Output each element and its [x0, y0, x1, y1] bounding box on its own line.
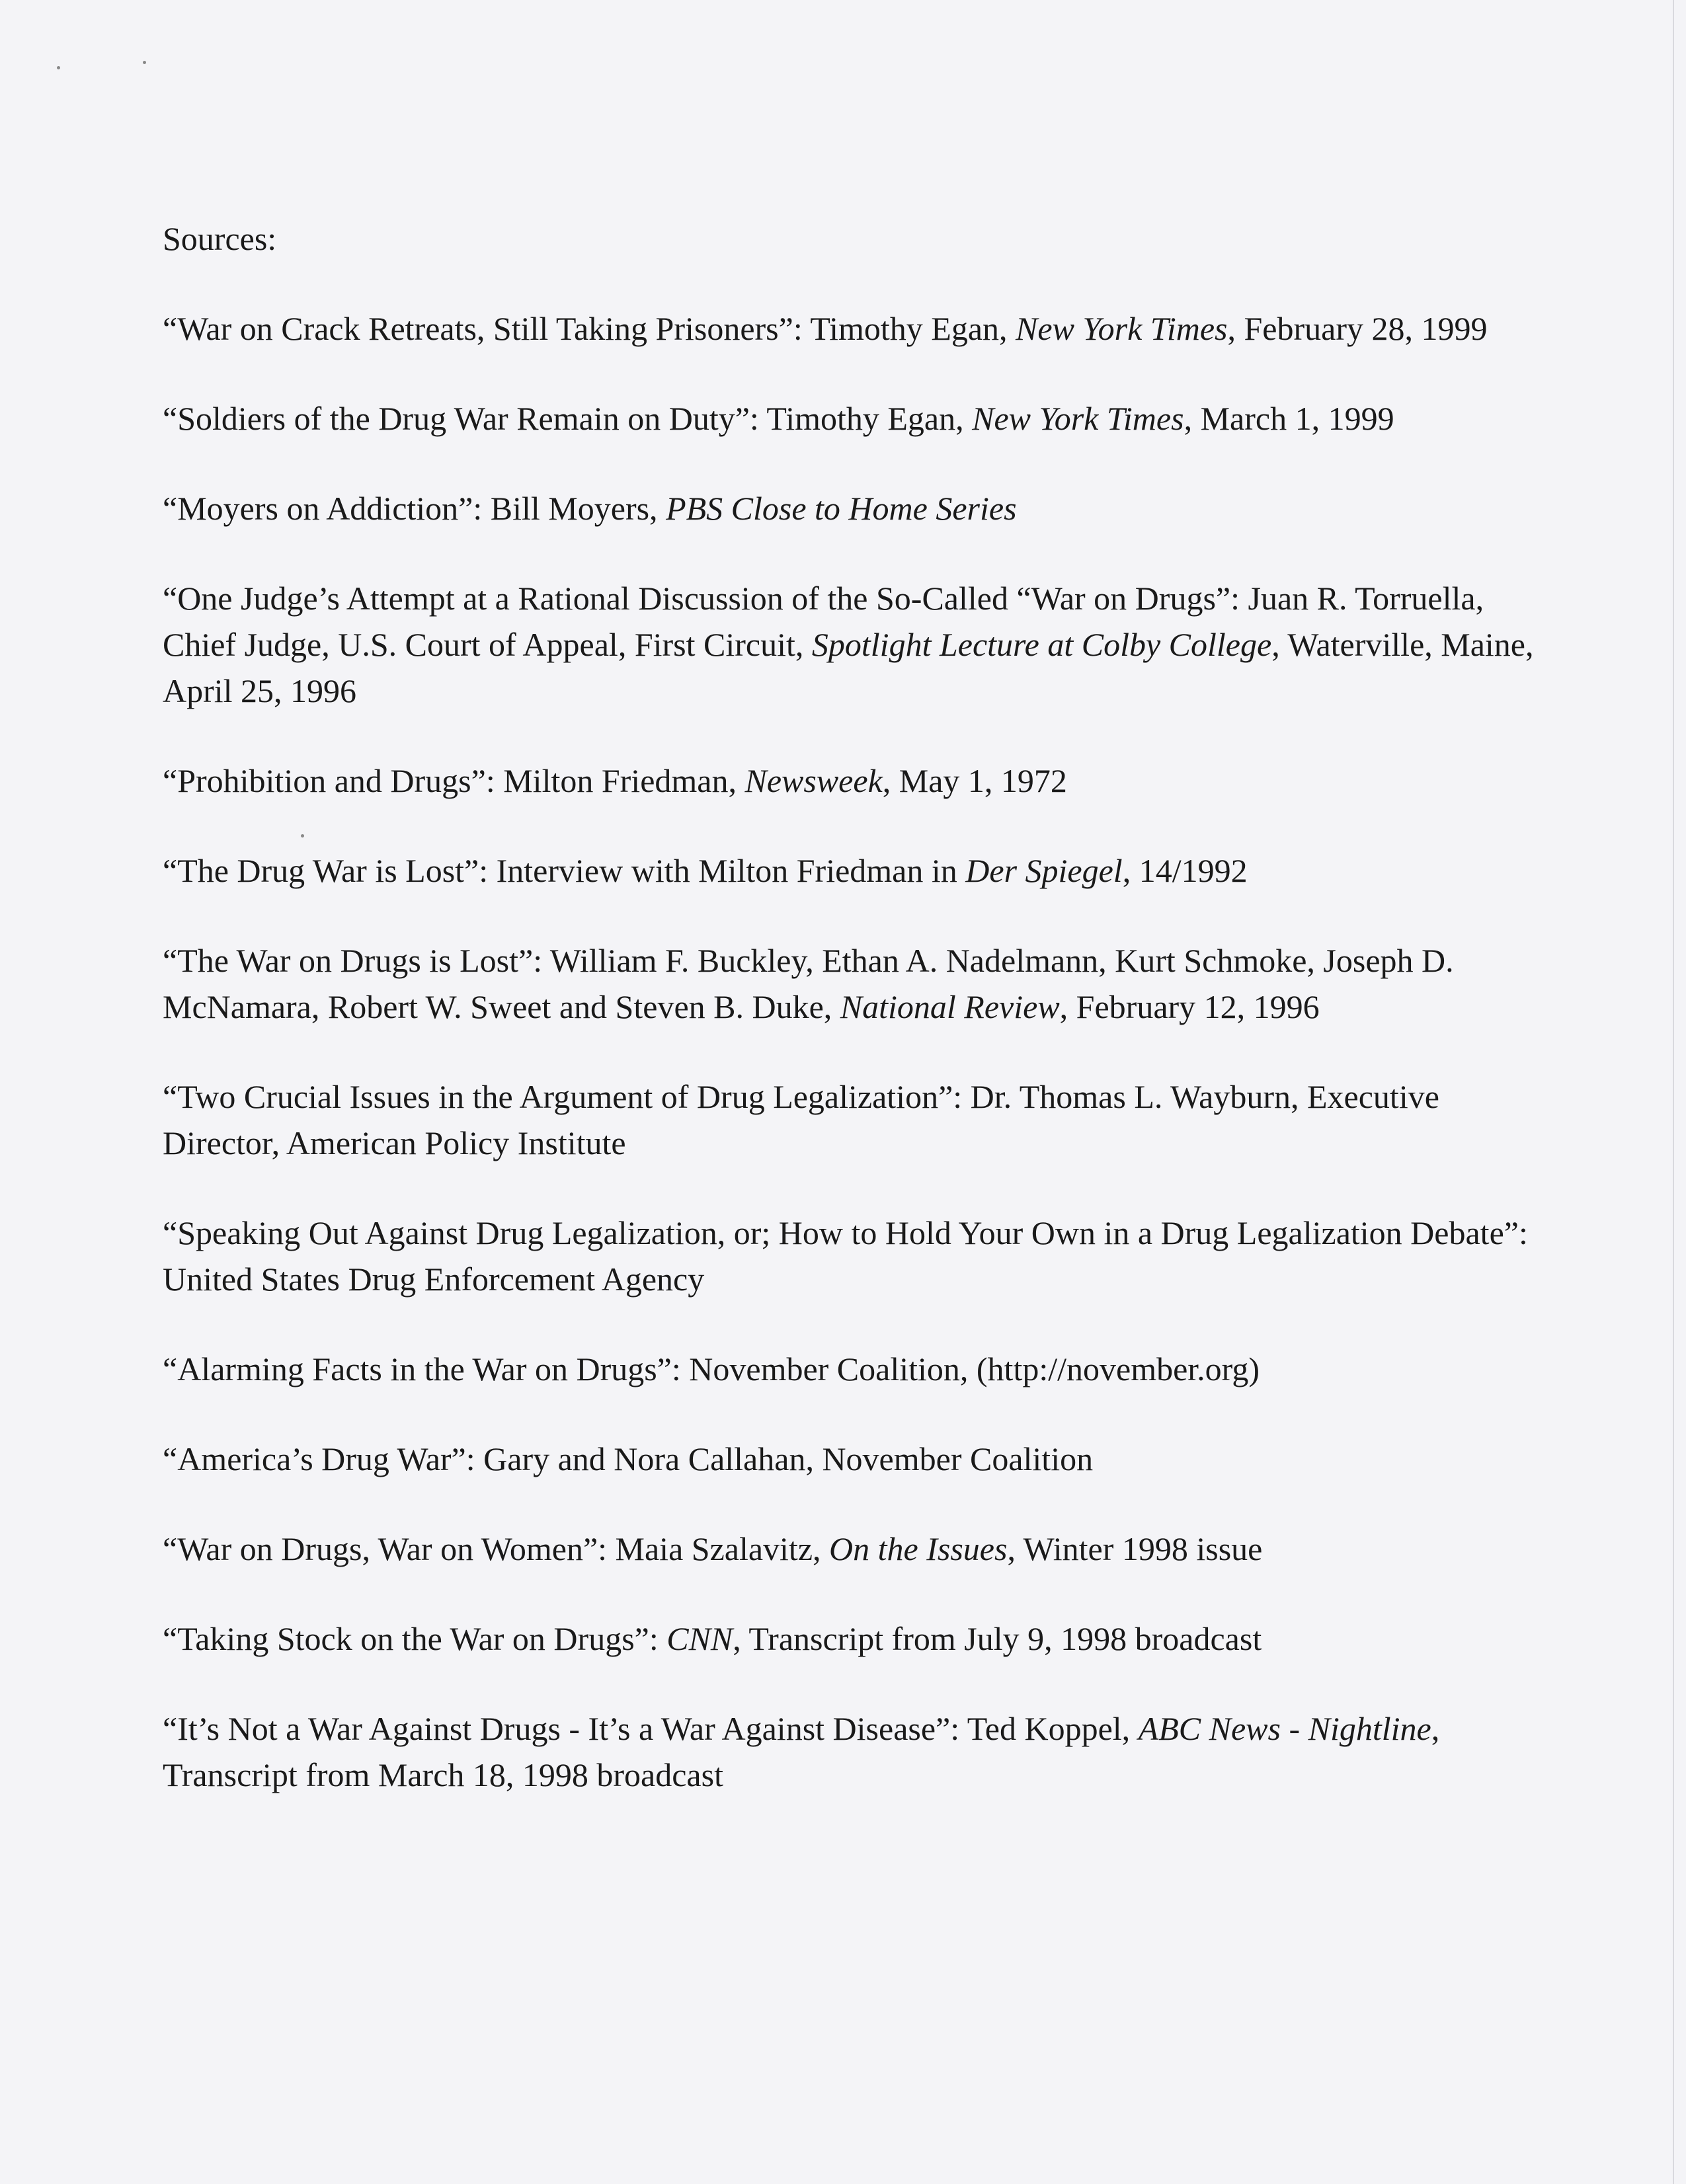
- entry-details: , Waterville, Maine, April 25, 1996: [163, 626, 1534, 709]
- entry-details: , March 1, 1999: [1184, 400, 1394, 437]
- entry-source: Der Spiegel: [965, 852, 1123, 889]
- source-entry: [163, 1346, 1538, 1392]
- source-entry: [163, 937, 1538, 1030]
- entry-title: “America’s Drug War”:: [163, 1440, 484, 1477]
- entry-author: Timothy Egan,: [766, 400, 973, 437]
- entry-details: , February 28, 1999: [1227, 310, 1488, 347]
- entry-author: November Coalition, (http://november.org): [689, 1350, 1260, 1387]
- entry-author: William F. Buckley, Ethan A. Nadelmann, Kurt Schmoke, Joseph D. McNamara, Robert W. Sweet and Steven B. Duke,: [163, 942, 1454, 1025]
- entry-author: Bill Moyers,: [490, 490, 666, 527]
- entry-title: “One Judge’s Attempt at a Rational Discussion of the So-Called “War on Drugs”:: [163, 580, 1248, 617]
- source-entry: [163, 1616, 1538, 1662]
- entry-author: Ted Koppel,: [967, 1710, 1139, 1747]
- entry-source: PBS Close to Home Series: [666, 490, 1017, 527]
- entry-source: CNN: [666, 1620, 733, 1657]
- source-entry: [163, 395, 1538, 442]
- source-entry: [163, 575, 1538, 714]
- entry-author: Milton Friedman,: [503, 762, 745, 799]
- source-entry: [163, 847, 1538, 894]
- entry-title: “Soldiers of the Drug War Remain on Duty”:: [163, 400, 767, 437]
- entry-source: ABC News - Nightline: [1138, 1710, 1431, 1747]
- source-entry: [163, 1436, 1538, 1482]
- entry-details: , Transcript from July 9, 1998 broadcast: [733, 1620, 1262, 1657]
- source-entry: [163, 1526, 1538, 1572]
- entry-title: “The Drug War is Lost”:: [163, 852, 497, 889]
- entry-author: Juan R. Torruella, Chief Judge, U.S. Court of Appeal, First Circuit,: [163, 580, 1484, 663]
- sources-list: [163, 215, 1538, 1842]
- entry-title: “War on Crack Retreats, Still Taking Prisoners”:: [163, 310, 811, 347]
- source-entry: [163, 305, 1538, 352]
- entry-details: , Transcript from March 18, 1998 broadcast: [163, 1710, 1440, 1793]
- sources-heading: Sources:: [163, 220, 277, 257]
- source-entry: [163, 485, 1538, 531]
- entry-details: , May 1, 1972: [882, 762, 1067, 799]
- source-entry: [163, 1073, 1538, 1166]
- entry-author: Maia Szalavitz,: [615, 1530, 830, 1567]
- scan-speck: [57, 66, 60, 69]
- entry-author: Dr. Thomas L. Wayburn, Executive Director, American Policy Institute: [163, 1078, 1439, 1161]
- entry-title: “The War on Drugs is Lost”:: [163, 942, 550, 979]
- entry-author: United States Drug Enforcement Agency: [163, 1261, 705, 1298]
- source-entry: [163, 1705, 1538, 1798]
- entry-details: , 14/1992: [1122, 852, 1248, 889]
- entry-title: “Two Crucial Issues in the Argument of Drug Legalization”:: [163, 1078, 971, 1115]
- entry-title: “Speaking Out Against Drug Legalization, or; How to Hold Your Own in a Drug Legalization Debate”:: [163, 1214, 1528, 1251]
- source-entry: [163, 1210, 1538, 1302]
- page-edge: [1673, 0, 1674, 2184]
- entry-details: , Winter 1998 issue: [1007, 1530, 1263, 1567]
- entry-author: Gary and Nora Callahan, November Coalition: [483, 1440, 1094, 1477]
- entry-source: National Review: [840, 988, 1060, 1025]
- entry-source: New York Times: [1016, 310, 1228, 347]
- entry-title: “Moyers on Addiction”:: [163, 490, 491, 527]
- source-entry: [163, 758, 1538, 804]
- entry-details: , February 12, 1996: [1059, 988, 1320, 1025]
- entry-source: Newsweek: [744, 762, 883, 799]
- entry-title: “Alarming Facts in the War on Drugs”:: [163, 1350, 690, 1387]
- entry-source: New York Times: [972, 400, 1184, 437]
- entry-author: Timothy Egan,: [810, 310, 1016, 347]
- entry-source: On the Issues: [829, 1530, 1008, 1567]
- entry-title: “It’s Not a War Against Drugs - It’s a War Against Disease”:: [163, 1710, 967, 1747]
- entry-source: Spotlight Lecture at Colby College: [811, 626, 1272, 663]
- entry-title: “Taking Stock on the War on Drugs”:: [163, 1620, 667, 1657]
- entry-author: Interview with Milton Friedman in: [496, 852, 966, 889]
- entry-title: “Prohibition and Drugs”:: [163, 762, 504, 799]
- scan-speck: [143, 61, 146, 64]
- entry-title: “War on Drugs, War on Women”:: [163, 1530, 616, 1567]
